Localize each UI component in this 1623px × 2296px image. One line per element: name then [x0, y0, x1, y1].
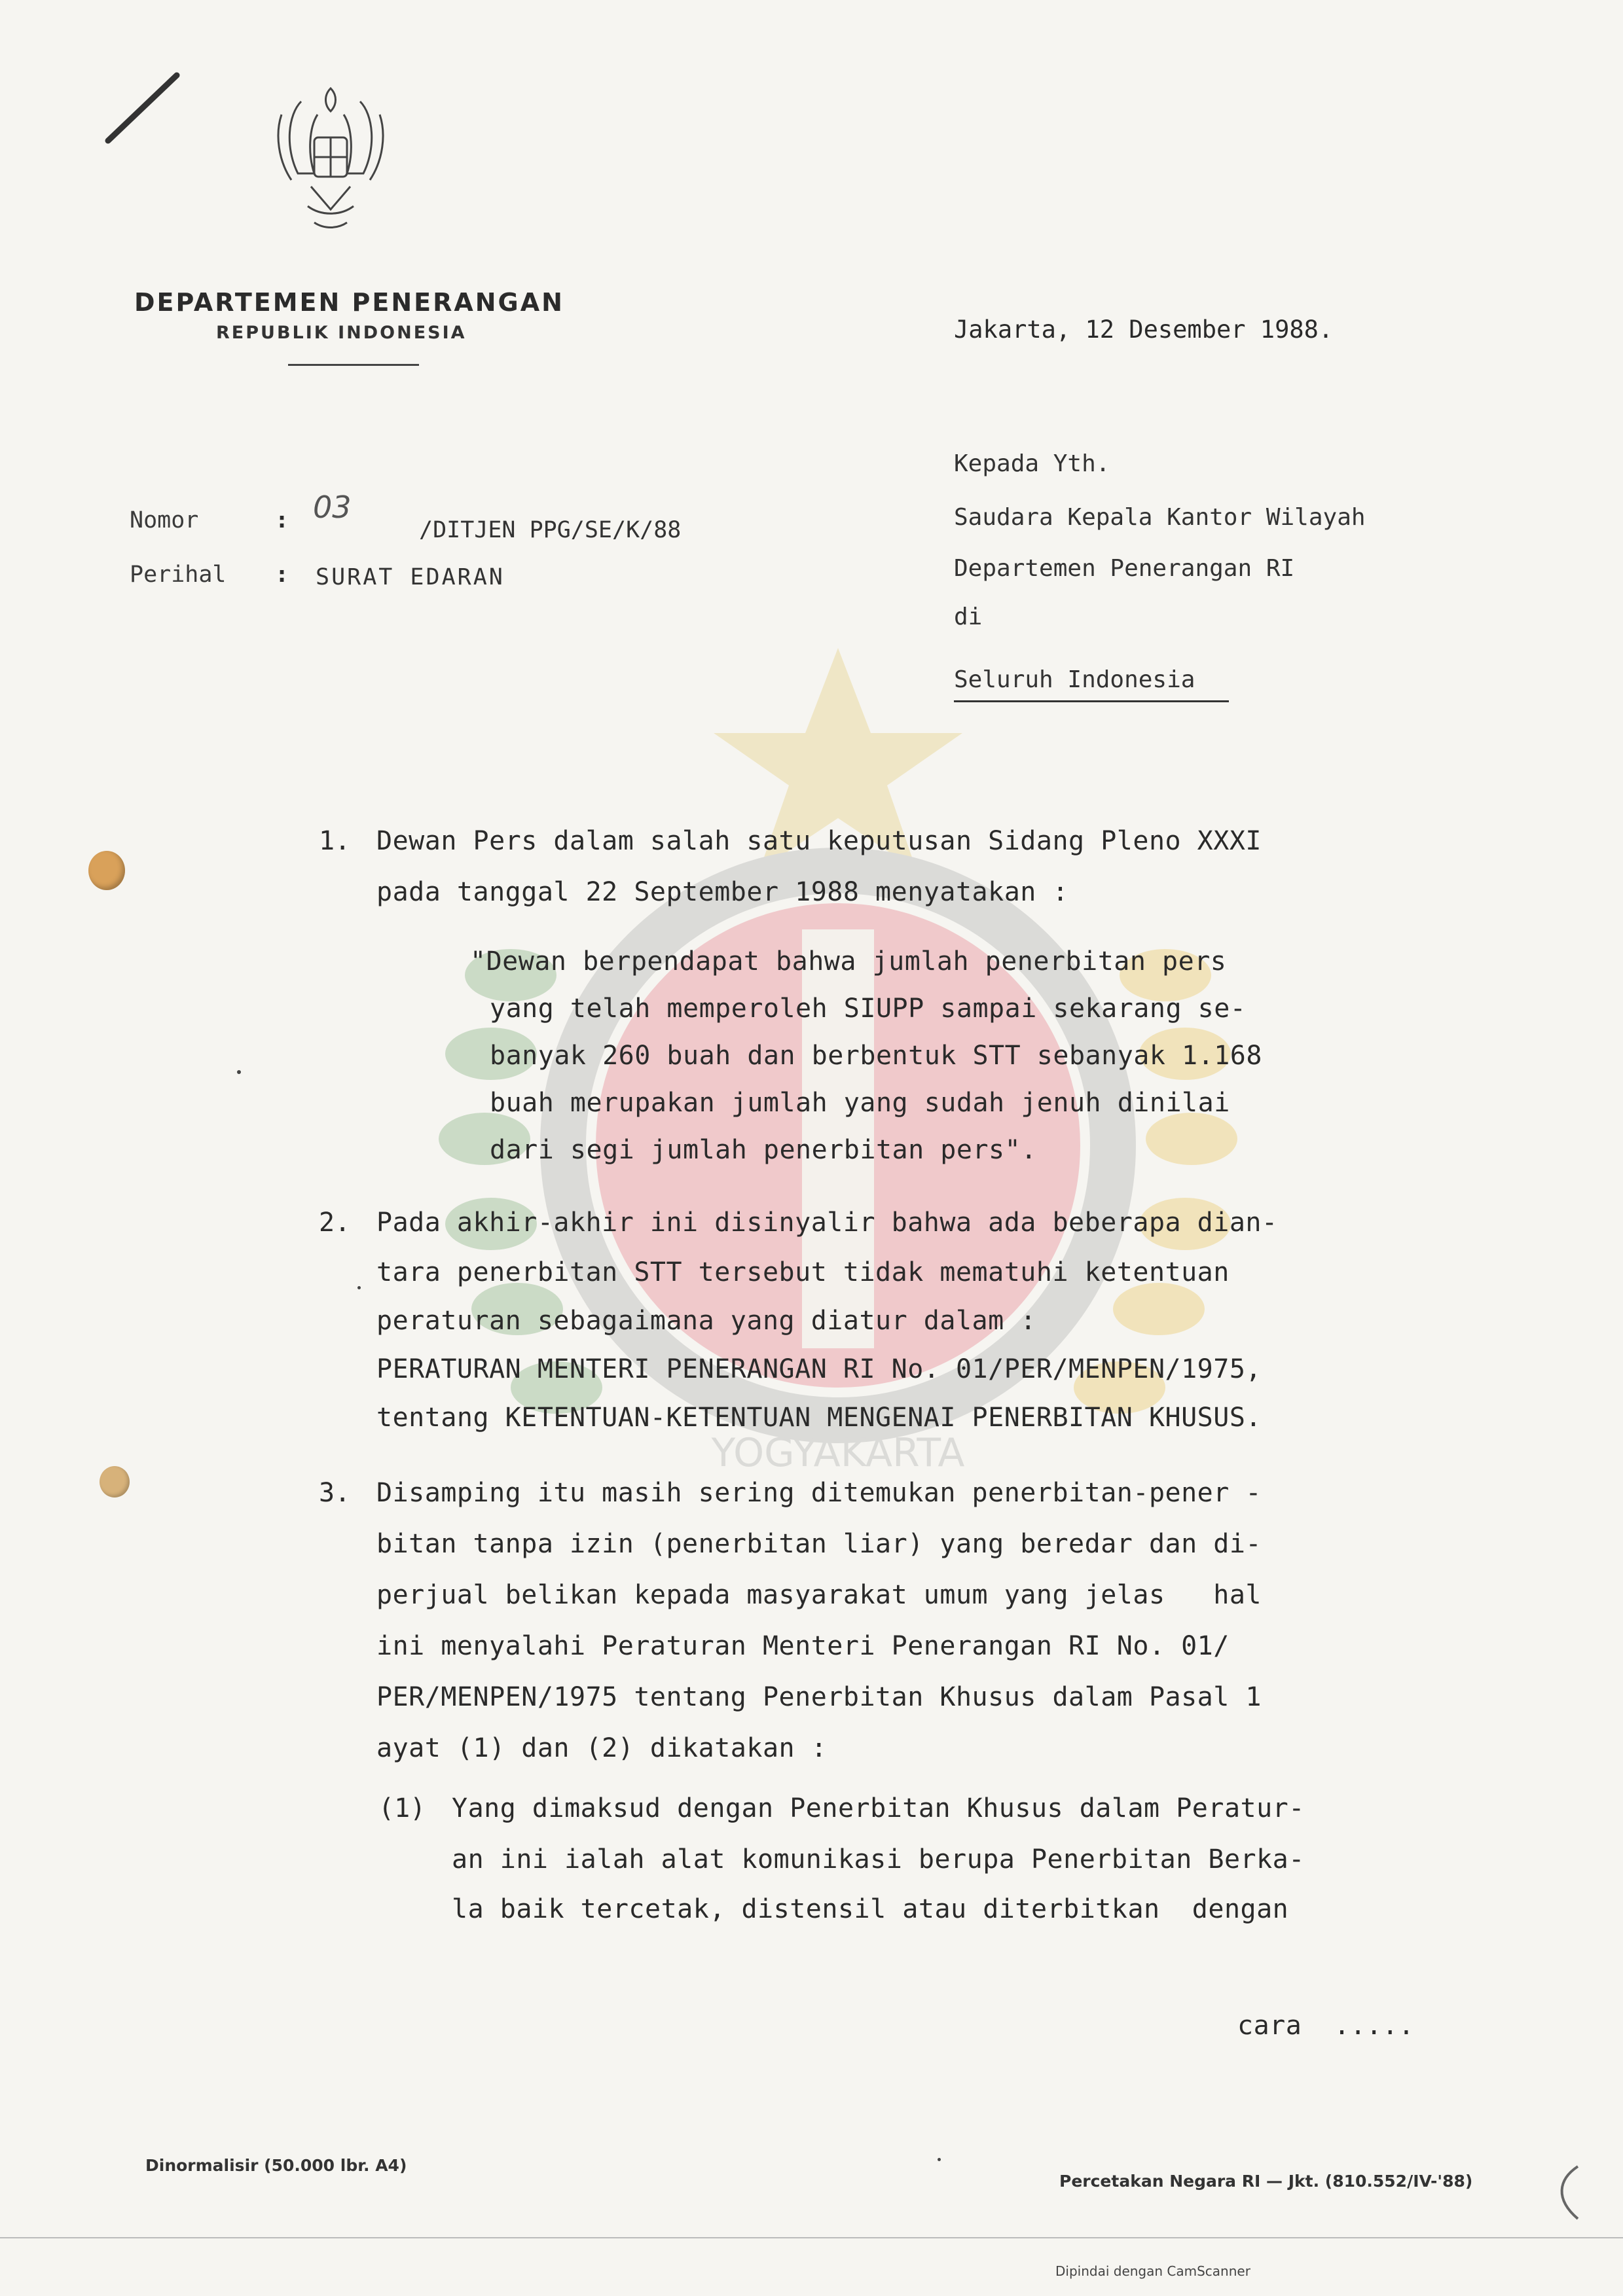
item-number-1: 1. [319, 826, 351, 856]
p1-quote-1: "Dewan berpendapat bahwa jumlah penerbitan pers [470, 946, 1227, 977]
p3-line-4: ini menyalahi Peraturan Menteri Penerangan RI No. 01/ [376, 1631, 1230, 1661]
corner-mark [1539, 2160, 1591, 2225]
p3-1-line-2: an ini ialah alat komunikasi berupa Penerbitan Berka- [452, 1844, 1305, 1874]
addressee-di: di [954, 603, 983, 630]
addressee-greeting: Kepada Yth. [954, 450, 1110, 477]
p3-1-line-3: la baik tercetak, distensil atau diterbitkan dengan [452, 1894, 1289, 1924]
perihal-colon: : [275, 562, 289, 588]
nomor-label: Nomor [130, 507, 199, 533]
item-number-3: 3. [319, 1478, 351, 1508]
watermark-seal [419, 622, 1467, 1734]
addressee-title: Saudara Kepala Kantor Wilayah [954, 504, 1366, 531]
p3-1-line-1: Yang dimaksud dengan Penerbitan Khusus dalam Peratur- [452, 1793, 1305, 1823]
p3-line-5: PER/MENPEN/1975 tentang Penerbitan Khusus dalam Pasal 1 [376, 1682, 1262, 1712]
nomor-colon: : [275, 507, 289, 533]
addressee-underline [954, 700, 1229, 702]
nomor-handwritten: 03 [313, 490, 352, 525]
watermark-caption: YOGYAKARTA [711, 1430, 965, 1476]
p1-quote-3: banyak 260 buah dan berbentuk STT sebanyak 1.168 [490, 1041, 1262, 1071]
punch-hole-lower [100, 1466, 130, 1498]
org-underline [288, 364, 419, 366]
p1-quote-2: yang telah memperoleh SIUPP sampai sekarang se- [490, 994, 1247, 1024]
garuda-emblem-icon [262, 75, 399, 239]
p1-quote-5: dari segi jumlah penerbitan pers". [490, 1135, 1037, 1165]
p3-line-1: Disamping itu masih sering ditemukan penerbitan-pener - [376, 1478, 1262, 1508]
footer-right: Percetakan Negara RI — Jkt. (810.552/IV-'88) [1059, 2172, 1473, 2191]
speck [938, 2158, 941, 2161]
speck [357, 1286, 361, 1289]
p3-line-6: ayat (1) dan (2) dikatakan : [376, 1733, 828, 1763]
p2-line-2: tara penerbitan STT tersebut tidak mematuhi ketentuan [376, 1257, 1230, 1287]
p1-quote-4: buah merupakan jumlah yang sudah jenuh dinilai [490, 1088, 1230, 1118]
letter-date: Jakarta, 12 Desember 1988. [954, 315, 1334, 344]
org-subtitle: REPUBLIK INDONESIA [216, 323, 467, 343]
org-name: DEPARTEMEN PENERANGAN [134, 288, 564, 317]
item-number-2: 2. [319, 1208, 351, 1238]
page-edge-line [0, 2237, 1623, 2238]
perihal-value: SURAT EDARAN [316, 564, 505, 590]
p2-line-3: peraturan sebagaimana yang diatur dalam : [376, 1306, 1036, 1336]
scanner-caption: Dipindai dengan CamScanner [1055, 2263, 1250, 2279]
continuation-text: cara ..... [1237, 2011, 1415, 2041]
p3-line-3: perjual belikan kepada masyarakat umum yang jelas hal [376, 1580, 1262, 1610]
pen-mark [101, 65, 187, 151]
p2-line-1: Pada akhir-akhir ini disinyalir bahwa ada beberapa dian- [376, 1208, 1278, 1238]
subitem-number-1: (1) [378, 1793, 426, 1823]
p2-line-4: PERATURAN MENTERI PENERANGAN RI No. 01/PER/MENPEN/1975, [376, 1354, 1262, 1384]
addressee-department: Departemen Penerangan RI [954, 555, 1295, 582]
perihal-label: Perihal [130, 562, 227, 588]
nomor-value: /DITJEN PPG/SE/K/88 [419, 517, 682, 543]
speck [237, 1070, 241, 1074]
punch-hole-upper [88, 851, 125, 890]
p2-line-5: tentang KETENTUAN-KETENTUAN MENGENAI PENERBITAN KHUSUS. [376, 1403, 1262, 1433]
p1-line-1: Dewan Pers dalam salah satu keputusan Sidang Pleno XXXI [376, 826, 1262, 856]
footer-left: Dinormalisir (50.000 lbr. A4) [145, 2156, 407, 2175]
p3-line-2: bitan tanpa izin (penerbitan liar) yang beredar dan di- [376, 1529, 1262, 1559]
addressee-location: Seluruh Indonesia [954, 666, 1195, 693]
p1-line-2: pada tanggal 22 September 1988 menyatakan : [376, 877, 1069, 907]
